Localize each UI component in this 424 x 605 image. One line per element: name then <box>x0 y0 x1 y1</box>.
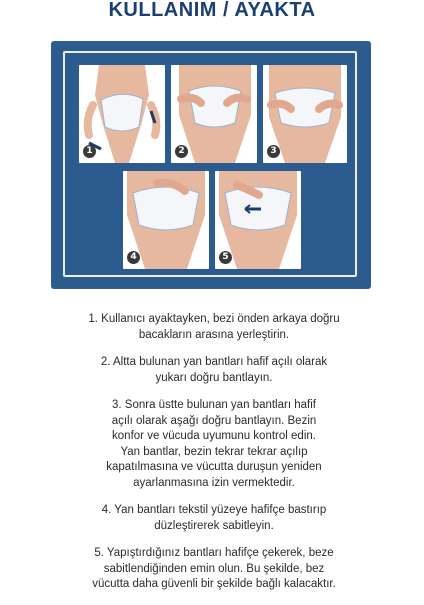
step-3-line-3: konfor ve vücuda uyumunu kontrol edin. <box>112 430 316 442</box>
instruction-steps <box>64 312 364 605</box>
instruction-image-2 <box>171 65 257 163</box>
step-2-line-1: 2. Altta bulunan yan bantları hafif açılı olarak <box>100 356 328 368</box>
page-title: KULLANIM / AYAKTA <box>108 0 316 21</box>
instruction-image-3 <box>263 65 347 163</box>
step-1-line-2: bacakların arasına yerleştirin. <box>138 328 290 341</box>
step-2-line-2: yukarı doğru bantlayın. <box>155 371 273 384</box>
step-1-line-1: 1. Kullanıcı ayaktayken, bezi önden arkaya doğru <box>88 313 340 325</box>
step-badge-2: 2 <box>175 145 188 158</box>
step-4-line-2: düzleştirerek sabitleyin. <box>154 519 274 532</box>
instruction-illustration-panel <box>51 41 371 289</box>
step-3-line-5: kapatılmasına ve vücutta duruşun yeniden <box>106 461 322 473</box>
step-3 <box>64 398 364 491</box>
step-5-line-3: vücutta daha güvenli bir şekilde bağlı kalacaktır. <box>92 578 336 590</box>
step-5 <box>64 546 364 593</box>
step-badge-5: 5 <box>219 251 232 264</box>
instruction-image-1 <box>79 65 165 163</box>
instruction-image-5 <box>215 171 301 269</box>
step-4-line-1: 4. Yan bantları tekstil yüzeye hafifçe bastırıp <box>101 504 327 516</box>
step-5-line-2: sabitlendiğinden emin olun. Bu şekilde, bez <box>103 562 325 575</box>
panel-inner-frame <box>63 51 357 277</box>
step-5-line-1: 5. Yapıştırdığınız bantları hafifçe çekerek, beze <box>94 547 334 559</box>
instruction-image-4 <box>123 171 209 269</box>
step-badge-3: 3 <box>267 145 280 158</box>
step-3-line-6: ayarlanmasına izin vermektedir. <box>133 476 295 489</box>
step-4 <box>64 503 364 534</box>
step-badge-1: 1 <box>83 145 96 158</box>
step-3-line-1: 3. Sonra üstte bulunan yan bantları hafif <box>112 399 316 411</box>
step-badge-4: 4 <box>127 251 140 264</box>
step-3-line-2: açılı olarak aşağı doğru bantlayın. Bezin <box>111 414 317 427</box>
step-1 <box>64 312 364 343</box>
step-3-line-4: Yan bantlar, bezin tekrar tekrar açılıp <box>120 445 308 458</box>
step-2 <box>64 355 364 386</box>
